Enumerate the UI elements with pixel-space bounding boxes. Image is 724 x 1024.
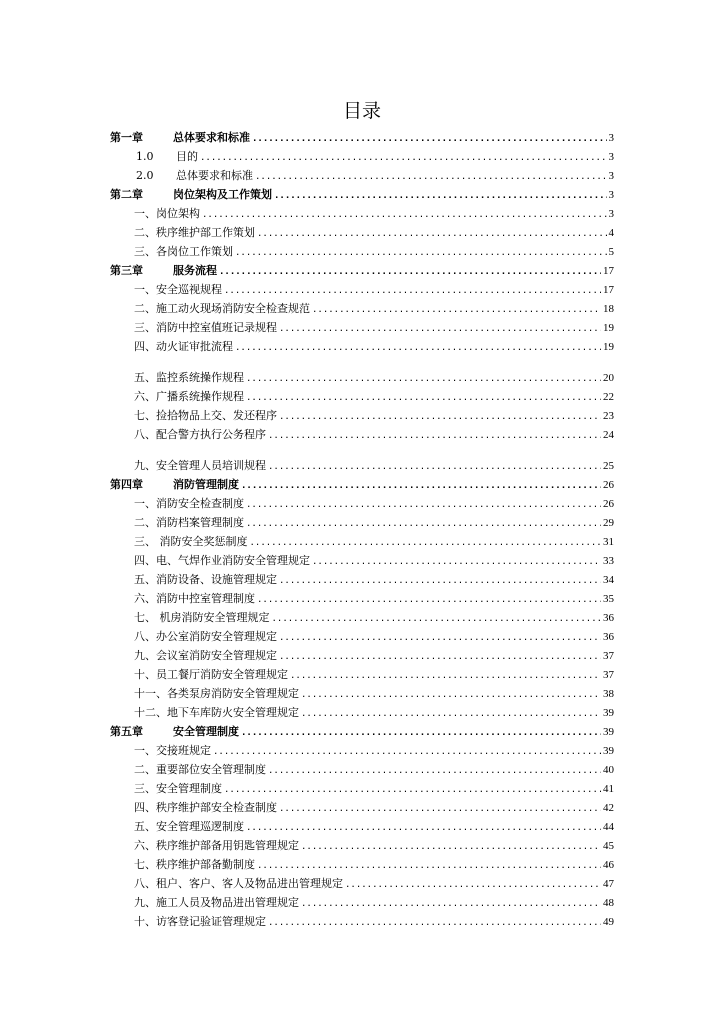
entry-label: 岗位架构及工作策划 <box>173 188 272 201</box>
entry-label: 七、 机房消防安全管理规定 <box>134 611 270 624</box>
dot-leader <box>279 800 601 819</box>
entry-page-number: 19 <box>603 341 614 353</box>
entry-number: 2.0 <box>136 169 154 182</box>
entry-label: 三、各岗位工作策划 <box>134 245 233 258</box>
toc-chapter-entry[interactable] <box>110 128 614 147</box>
entry-page-number: 25 <box>603 460 614 472</box>
dot-leader <box>255 168 607 187</box>
toc-entry[interactable] <box>110 646 614 665</box>
entry-page-number: 3 <box>608 170 614 182</box>
entry-page-number: 26 <box>603 498 614 510</box>
dot-leader <box>224 781 601 800</box>
dot-leader <box>279 408 601 427</box>
dot-leader <box>213 743 601 762</box>
toc-chapter-entry[interactable] <box>110 261 614 280</box>
toc-entry[interactable] <box>110 368 614 387</box>
dot-leader <box>257 225 607 244</box>
entry-label: 二、秩序维护部工作策划 <box>134 226 255 239</box>
toc-entry[interactable] <box>110 608 614 627</box>
toc-entry[interactable] <box>110 406 614 425</box>
entry-label: 四、秩序维护部安全检查制度 <box>134 801 277 814</box>
toc-entry[interactable] <box>110 684 614 703</box>
toc-entry[interactable] <box>110 280 614 299</box>
entry-label: 消防管理制度 <box>173 478 239 491</box>
entry-number: 第一章 <box>110 131 143 144</box>
dot-leader <box>290 667 601 686</box>
toc-entry[interactable] <box>110 836 614 855</box>
entry-label: 四、电、气焊作业消防安全管理规定 <box>134 554 310 567</box>
entry-label: 二、施工动火现场消防安全检查规范 <box>134 302 310 315</box>
entry-label: 安全管理制度 <box>173 725 239 738</box>
dot-leader <box>279 648 601 667</box>
entry-label: 一、安全巡视规程 <box>134 283 222 296</box>
entry-label: 总体要求和标准 <box>173 131 250 144</box>
toc-entry[interactable] <box>110 779 614 798</box>
entry-page-number: 48 <box>603 897 614 909</box>
entry-label: 一、岗位架构 <box>134 207 200 220</box>
entry-page-number: 17 <box>603 265 614 277</box>
toc-entry[interactable] <box>110 513 614 532</box>
entry-page-number: 5 <box>608 246 614 258</box>
entry-label: 十二、地下车库防火安全管理规定 <box>134 706 299 719</box>
toc-entry[interactable] <box>110 494 614 513</box>
entry-page-number: 24 <box>603 429 614 441</box>
toc-entry[interactable] <box>110 299 614 318</box>
entry-page-number: 39 <box>603 707 614 719</box>
entry-page-number: 40 <box>603 764 614 776</box>
entry-label: 二、重要部位安全管理制度 <box>134 763 266 776</box>
entry-label: 一、交接班规定 <box>134 744 211 757</box>
entry-label: 三、 消防安全奖惩制度 <box>134 535 248 548</box>
entry-page-number: 34 <box>603 574 614 586</box>
dot-leader <box>252 130 607 149</box>
entry-label: 目的 <box>176 150 198 163</box>
entry-label: 八、办公室消防安全管理规定 <box>134 630 277 643</box>
entry-label: 九、会议室消防安全管理规定 <box>134 649 277 662</box>
entry-page-number: 38 <box>603 688 614 700</box>
entry-label: 总体要求和标准 <box>176 169 253 182</box>
entry-label: 八、配合警方执行公务程序 <box>134 428 266 441</box>
entry-label: 一、消防安全检查制度 <box>134 497 244 510</box>
toc-entry[interactable] <box>110 387 614 406</box>
entry-page-number: 47 <box>603 878 614 890</box>
dot-leader <box>301 838 601 857</box>
entry-page-number: 18 <box>603 303 614 315</box>
entry-page-number: 20 <box>603 372 614 384</box>
entry-page-number: 46 <box>603 859 614 871</box>
entry-label: 五、监控系统操作规程 <box>134 371 244 384</box>
toc-entry[interactable] <box>110 893 614 912</box>
dot-leader <box>345 876 601 895</box>
toc-entry[interactable] <box>110 166 614 185</box>
entry-page-number: 26 <box>603 479 614 491</box>
entry-label: 十一、各类泵房消防安全管理规定 <box>134 687 299 700</box>
entry-number: 第五章 <box>110 725 143 738</box>
toc-entry[interactable] <box>110 760 614 779</box>
toc-chapter-entry[interactable] <box>110 475 614 494</box>
entry-page-number: 22 <box>603 391 614 403</box>
entry-page-number: 19 <box>603 322 614 334</box>
entry-page-number: 4 <box>608 227 614 239</box>
entry-label: 四、动火证审批流程 <box>134 340 233 353</box>
entry-label: 六、消防中控室管理制度 <box>134 592 255 605</box>
dot-leader <box>235 339 601 358</box>
toc-chapter-entry[interactable] <box>110 722 614 741</box>
table-of-contents <box>110 128 614 931</box>
dot-leader <box>268 914 601 933</box>
toc-entry[interactable] <box>110 665 614 684</box>
dot-leader <box>274 187 607 206</box>
entry-page-number: 3 <box>608 132 614 144</box>
entry-label: 服务流程 <box>173 264 217 277</box>
entry-page-number: 3 <box>608 208 614 220</box>
dot-leader <box>246 515 601 534</box>
toc-entry[interactable] <box>110 627 614 646</box>
toc-entry[interactable] <box>110 741 614 760</box>
toc-entry[interactable] <box>110 318 614 337</box>
dot-leader <box>268 427 601 446</box>
dot-leader <box>268 762 601 781</box>
entry-page-number: 33 <box>603 555 614 567</box>
dot-leader <box>202 206 607 225</box>
toc-entry[interactable] <box>110 147 614 166</box>
entry-page-number: 29 <box>603 517 614 529</box>
entry-label: 十、员工餐厅消防安全管理规定 <box>134 668 288 681</box>
entry-page-number: 39 <box>603 745 614 757</box>
dot-leader <box>257 591 601 610</box>
toc-entry[interactable] <box>110 337 614 356</box>
entry-label: 六、秩序维护部备用钥匙管理规定 <box>134 839 299 852</box>
dot-leader <box>241 724 601 743</box>
entry-label: 七、捡拾物品上交、发还程序 <box>134 409 277 422</box>
entry-label: 五、安全管理巡逻制度 <box>134 820 244 833</box>
entry-number: 第四章 <box>110 478 143 491</box>
entry-page-number: 36 <box>603 631 614 643</box>
dot-leader <box>279 629 601 648</box>
entry-label: 二、消防档案管理制度 <box>134 516 244 529</box>
toc-entry[interactable] <box>110 242 614 261</box>
toc-entry[interactable] <box>110 798 614 817</box>
entry-page-number: 3 <box>608 189 614 201</box>
dot-leader <box>235 244 607 263</box>
dot-leader <box>279 320 601 339</box>
toc-entry[interactable] <box>110 425 614 444</box>
entry-number: 第三章 <box>110 264 143 277</box>
entry-label: 八、租户、客户、客人及物品进出管理规定 <box>134 877 343 890</box>
toc-entry[interactable] <box>110 223 614 242</box>
entry-label: 七、秩序维护部备勤制度 <box>134 858 255 871</box>
dot-leader <box>246 819 601 838</box>
entry-page-number: 42 <box>603 802 614 814</box>
dot-leader <box>241 477 601 496</box>
toc-chapter-entry[interactable] <box>110 185 614 204</box>
toc-entry[interactable] <box>110 874 614 893</box>
entry-page-number: 36 <box>603 612 614 624</box>
dot-leader <box>279 572 601 591</box>
dot-leader <box>200 149 607 168</box>
dot-leader <box>301 686 601 705</box>
entry-page-number: 35 <box>603 593 614 605</box>
entry-page-number: 45 <box>603 840 614 852</box>
toc-entry[interactable] <box>110 817 614 836</box>
dot-leader <box>246 389 601 408</box>
entry-label: 十、访客登记验证管理规定 <box>134 915 266 928</box>
entry-page-number: 23 <box>603 410 614 422</box>
toc-title: 目录 <box>342 100 381 122</box>
toc-entry[interactable] <box>110 912 614 931</box>
entry-page-number: 17 <box>603 284 614 296</box>
toc-entry[interactable] <box>110 532 614 551</box>
toc-entry[interactable] <box>110 589 614 608</box>
dot-leader <box>246 496 601 515</box>
entry-page-number: 49 <box>603 916 614 928</box>
dot-leader <box>246 370 601 389</box>
dot-leader <box>219 263 601 282</box>
toc-entry[interactable] <box>110 456 614 475</box>
entry-label: 九、安全管理人员培训规程 <box>134 459 266 472</box>
entry-page-number: 39 <box>603 726 614 738</box>
dot-leader <box>301 895 601 914</box>
entry-page-number: 31 <box>603 536 614 548</box>
dot-leader <box>301 705 601 724</box>
entry-number: 1.0 <box>136 150 154 163</box>
entry-page-number: 3 <box>608 151 614 163</box>
toc-entry[interactable] <box>110 551 614 570</box>
entry-page-number: 44 <box>603 821 614 833</box>
entry-number: 第二章 <box>110 188 143 201</box>
entry-label: 五、消防设备、设施管理规定 <box>134 573 277 586</box>
toc-entry[interactable] <box>110 703 614 722</box>
entry-label: 六、广播系统操作规程 <box>134 390 244 403</box>
toc-entry[interactable] <box>110 204 614 223</box>
toc-entry[interactable] <box>110 570 614 589</box>
entry-page-number: 41 <box>603 783 614 795</box>
dot-leader <box>312 301 601 320</box>
entry-label: 三、消防中控室值班记录规程 <box>134 321 277 334</box>
dot-leader <box>272 610 602 629</box>
toc-entry[interactable] <box>110 855 614 874</box>
dot-leader <box>312 553 601 572</box>
entry-label: 九、施工人员及物品进出管理规定 <box>134 896 299 909</box>
entry-page-number: 37 <box>603 650 614 662</box>
dot-leader <box>268 458 601 477</box>
entry-page-number: 37 <box>603 669 614 681</box>
entry-label: 三、安全管理制度 <box>134 782 222 795</box>
